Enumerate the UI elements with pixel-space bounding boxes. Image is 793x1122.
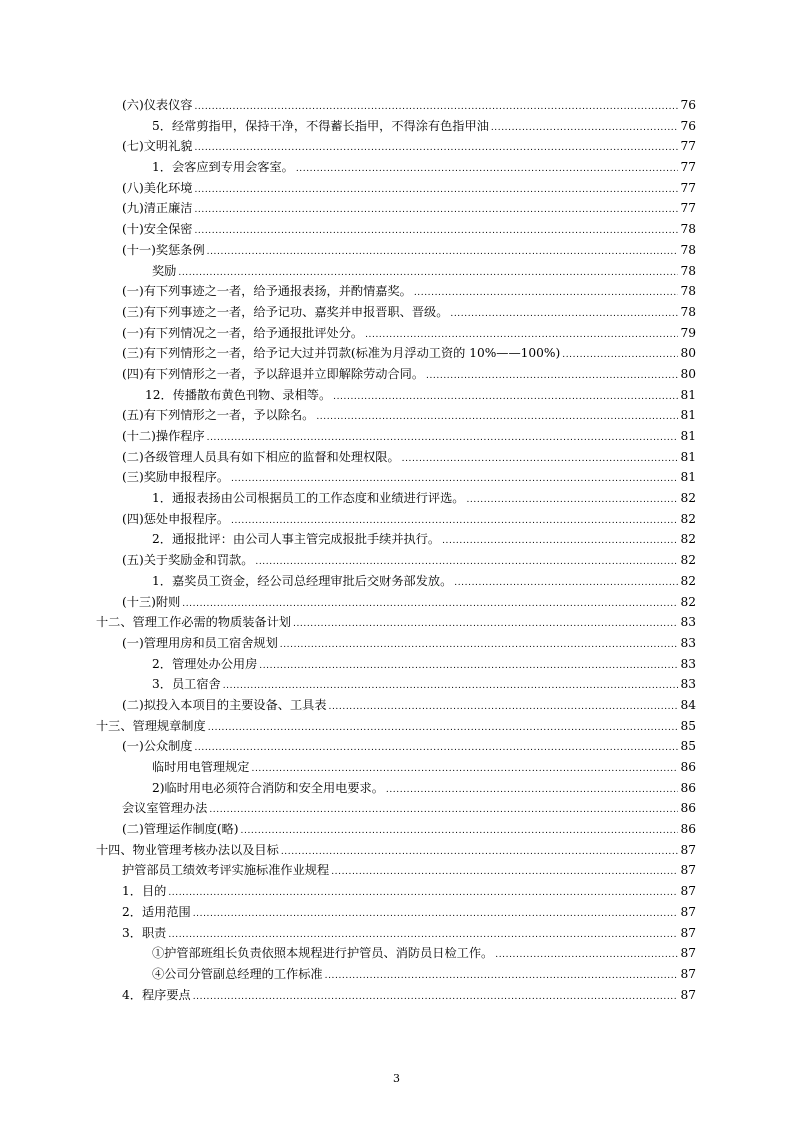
- toc-entry-page: 77: [680, 201, 696, 216]
- toc-leader-dots: [402, 449, 679, 470]
- toc-entry-page: 77: [680, 139, 696, 154]
- toc-entry-text: (二)各级管理人员具有如下相应的监督和处理权限。: [122, 449, 400, 464]
- toc-leader-dots: [562, 345, 678, 366]
- toc-leader-dots: [194, 180, 678, 201]
- toc-entry[interactable]: [0, 798, 793, 819]
- toc-entry-page: 78: [680, 242, 696, 257]
- page-number: 3: [393, 1072, 400, 1085]
- toc-entry-text: 2．通报批评：由公司人事主管完成报批手续并执行。: [152, 532, 441, 547]
- toc-entry[interactable]: [0, 695, 793, 716]
- toc-entry-text: (一)管理用房和员工宿舍规划: [122, 635, 278, 650]
- toc-entry-page: 87: [680, 904, 696, 919]
- toc-entry[interactable]: [0, 240, 793, 261]
- toc-entry-page: 83: [680, 635, 696, 650]
- toc-entry[interactable]: [0, 592, 793, 613]
- toc-entry[interactable]: [0, 447, 793, 468]
- toc-entry-text: 12．传播散布黄色刊物、录相等。: [145, 387, 332, 402]
- toc-entry[interactable]: [0, 343, 793, 364]
- toc-entry-page: 80: [680, 366, 696, 381]
- toc-entry-page: 81: [680, 449, 696, 464]
- toc-entry-page: 81: [680, 429, 696, 443]
- toc-entry[interactable]: [0, 509, 793, 530]
- toc-leader-dots: [194, 138, 678, 159]
- toc-leader-dots: [194, 221, 678, 242]
- toc-entry-text: (一)有下列情况之一者，给予通报批评处分。: [122, 325, 364, 340]
- toc-entry-page: 76: [680, 98, 696, 112]
- toc-entry[interactable]: [0, 261, 793, 282]
- toc-entry[interactable]: [0, 633, 793, 654]
- toc-entry-text: (十三)附则: [122, 594, 181, 609]
- toc-entry-page: 82: [680, 573, 696, 588]
- toc-entry-page: 81: [680, 470, 696, 485]
- toc-leader-dots: [466, 490, 678, 511]
- toc-entry-text: (九)清正廉洁: [122, 201, 193, 216]
- toc-entry-text: ④公司分管副总经理的工作标准: [152, 966, 323, 981]
- toc-entry-page: 82: [680, 553, 696, 568]
- toc-leader-dots: [255, 552, 678, 573]
- toc-entry[interactable]: [0, 860, 793, 881]
- toc-entry[interactable]: [0, 550, 793, 571]
- toc-leader-dots: [329, 697, 679, 718]
- toc-entry-text: (十一)奖惩条例: [122, 242, 205, 257]
- toc-entry-page: 87: [680, 863, 696, 878]
- toc-entry[interactable]: [0, 736, 793, 757]
- toc-entry[interactable]: [0, 923, 793, 944]
- toc-entry-text: 2．管理处办公用房: [152, 656, 258, 671]
- toc-entry[interactable]: [0, 364, 793, 385]
- toc-entry-text: (一)有下列事迹之一者，给予通报表扬，并酌情嘉奖。: [122, 284, 412, 299]
- toc-entry[interactable]: [0, 757, 793, 778]
- toc-entry[interactable]: [0, 902, 793, 923]
- toc-entry-text: (三)有下列事迹之一者，给予记功、嘉奖并申报晋职、晋级。: [122, 304, 449, 319]
- toc-entry-page: 78: [680, 304, 696, 319]
- toc-entry-text: 十二、管理工作必需的物质装备计划: [96, 615, 291, 630]
- toc-leader-dots: [209, 800, 678, 821]
- toc-entry-page: 83: [680, 656, 696, 671]
- toc-entry-page: 87: [680, 884, 696, 899]
- toc-leader-dots: [241, 821, 679, 842]
- toc-entry-page: 86: [680, 801, 696, 816]
- toc-entry-page: 78: [680, 263, 696, 278]
- toc-entry-text: (五)有下列情形之一者，予以除名。: [122, 408, 315, 423]
- toc-leader-dots: [231, 511, 678, 532]
- toc-entry-text: 4．程序要点: [122, 987, 191, 1002]
- toc-entry-text: ①护管部班组长负责依照本规程进行护管员、消防员日检工作。: [152, 946, 494, 961]
- toc-leader-dots: [168, 883, 678, 904]
- toc-entry-page: 87: [680, 946, 696, 961]
- toc-entry[interactable]: [0, 157, 793, 178]
- toc-entry-page: 82: [680, 491, 696, 506]
- toc-leader-dots: [194, 738, 678, 759]
- toc-leader-dots: [426, 366, 678, 387]
- toc-entry-text: 十三、管理规章制度: [96, 718, 206, 733]
- toc-entry[interactable]: [0, 467, 793, 488]
- toc-leader-dots: [331, 862, 678, 883]
- toc-entry-text: 1．嘉奖员工资金，经公司总经理审批后交财务部发放。: [152, 573, 453, 588]
- toc-entry[interactable]: [0, 95, 793, 116]
- toc-entry-page: 87: [680, 987, 696, 1002]
- toc-entry-text: (一)公众制度: [122, 739, 193, 754]
- toc-entry-text: 奖励: [152, 263, 177, 278]
- toc-entry-text: 会议室管理办法: [122, 801, 208, 816]
- toc-entry-text: (四)有下列情形之一者，予以辞退并立即解除劳动合同。: [122, 366, 425, 381]
- toc-leader-dots: [193, 904, 679, 925]
- toc-leader-dots: [252, 759, 679, 780]
- toc-entry[interactable]: [0, 529, 793, 550]
- toc-entry[interactable]: [0, 612, 793, 633]
- toc-entry-text: 2)临时用电必须符合消防和安全用电要求。: [152, 780, 384, 795]
- toc-entry-text: 3．员工宿舍: [152, 677, 221, 692]
- toc-entry-text: (六)仪表仪容: [122, 98, 193, 112]
- toc-entry-text: (七)文明礼貌: [122, 139, 193, 154]
- toc-leader-dots: [208, 718, 679, 739]
- toc-leader-dots: [491, 118, 679, 139]
- toc-leader-dots: [296, 159, 679, 180]
- toc-entry[interactable]: [0, 405, 793, 426]
- toc-leader-dots: [207, 428, 679, 449]
- toc-entry[interactable]: [0, 136, 793, 157]
- toc-leader-dots: [316, 407, 678, 428]
- toc-leader-dots: [223, 676, 679, 697]
- toc-leader-dots: [442, 531, 678, 552]
- toc-entry-page: 87: [680, 842, 696, 857]
- toc-entry-text: (四)惩处申报程序。: [122, 511, 230, 526]
- toc-entry[interactable]: [0, 488, 793, 509]
- toc-leader-dots: [280, 635, 679, 656]
- toc-entry-text: 1．通报表扬由公司根据员工的工作态度和业绩进行评选。: [152, 491, 465, 506]
- toc-leader-dots: [231, 469, 678, 490]
- toc-entry-text: (十)安全保密: [122, 222, 193, 237]
- toc-entry-text: (二)管理运作制度(略): [122, 822, 239, 837]
- toc-entry-page: 87: [680, 966, 696, 981]
- toc-entry[interactable]: [0, 964, 793, 985]
- toc-leader-dots: [454, 573, 678, 594]
- toc-entry-text: 护管部员工绩效考评实施标准作业规程: [122, 863, 330, 878]
- toc-entry-page: 83: [680, 615, 696, 630]
- toc-entry-text: (十二)操作程序: [122, 429, 205, 443]
- table-of-contents: [0, 95, 793, 1005]
- toc-entry-page: 86: [680, 822, 696, 837]
- toc-entry[interactable]: [0, 302, 793, 323]
- toc-entry[interactable]: [0, 198, 793, 219]
- toc-leader-dots: [281, 842, 679, 863]
- toc-entry-page: 86: [680, 780, 696, 795]
- toc-entry[interactable]: [0, 385, 793, 406]
- toc-entry-text: 十四、物业管理考核办法以及目标: [96, 842, 279, 857]
- toc-entry[interactable]: [0, 323, 793, 344]
- toc-entry-text: (三)有下列情形之一者，给予记大过并罚款(标准为月浮动工资的 10%——100%): [122, 346, 561, 361]
- toc-entry-page: 83: [680, 677, 696, 692]
- toc-leader-dots: [259, 656, 678, 677]
- toc-entry[interactable]: [0, 654, 793, 675]
- toc-entry-page: 85: [680, 718, 696, 733]
- toc-entry[interactable]: [0, 281, 793, 302]
- toc-entry-page: 81: [680, 387, 696, 402]
- toc-leader-dots: [333, 387, 678, 408]
- toc-entry[interactable]: [0, 881, 793, 902]
- toc-entry-page: 78: [680, 222, 696, 237]
- toc-entry[interactable]: [0, 571, 793, 592]
- toc-entry[interactable]: [0, 840, 793, 861]
- toc-leader-dots: [168, 925, 678, 946]
- toc-entry-text: (三)奖励申报程序。: [122, 470, 230, 485]
- toc-entry-page: 76: [680, 118, 696, 133]
- toc-entry-text: 临时用电管理规定: [152, 760, 250, 774]
- toc-entry-page: 80: [680, 346, 696, 361]
- toc-entry-page: 87: [680, 925, 696, 940]
- toc-entry-page: 82: [680, 532, 696, 547]
- toc-leader-dots: [194, 97, 678, 118]
- toc-entry[interactable]: [0, 985, 793, 1006]
- toc-entry-text: 2．适用范围: [122, 904, 191, 919]
- toc-leader-dots: [207, 242, 679, 263]
- toc-entry-page: 79: [680, 325, 696, 340]
- toc-leader-dots: [194, 200, 678, 221]
- toc-entry[interactable]: [0, 116, 793, 137]
- toc-entry-page: 85: [680, 739, 696, 754]
- toc-entry[interactable]: [0, 943, 793, 964]
- toc-leader-dots: [325, 966, 679, 987]
- toc-entry-text: 3．职责: [122, 925, 167, 940]
- toc-entry[interactable]: [0, 178, 793, 199]
- toc-entry-text: 1．会客应到专用会客室。: [152, 160, 294, 175]
- toc-entry-page: 82: [680, 511, 696, 526]
- toc-leader-dots: [386, 780, 679, 801]
- toc-entry-page: 77: [680, 160, 696, 175]
- toc-entry-page: 78: [680, 284, 696, 299]
- toc-entry-text: 1．目的: [122, 884, 167, 899]
- toc-leader-dots: [414, 283, 679, 304]
- toc-leader-dots: [182, 594, 678, 615]
- toc-entry-text: (五)关于奖励金和罚款。: [122, 553, 254, 568]
- toc-entry-page: 82: [680, 594, 696, 609]
- toc-leader-dots: [495, 945, 678, 966]
- toc-entry[interactable]: [0, 426, 793, 447]
- toc-entry-page: 84: [680, 697, 696, 712]
- toc-leader-dots: [365, 325, 678, 346]
- toc-entry[interactable]: [0, 819, 793, 840]
- toc-entry[interactable]: [0, 219, 793, 240]
- toc-leader-dots: [178, 263, 678, 284]
- toc-leader-dots: [293, 614, 678, 635]
- toc-entry-page: 81: [680, 408, 696, 423]
- toc-entry-text: (八)美化环境: [122, 180, 193, 195]
- toc-entry-page: 77: [680, 180, 696, 195]
- toc-entry-text: 5．经常剪指甲，保持干净，不得蓄长指甲，不得涂有色指甲油: [152, 118, 489, 133]
- toc-leader-dots: [193, 987, 679, 1008]
- toc-entry-page: 86: [680, 760, 696, 774]
- toc-entry[interactable]: [0, 778, 793, 799]
- toc-entry[interactable]: [0, 674, 793, 695]
- toc-leader-dots: [450, 304, 678, 325]
- toc-entry-text: (二)拟投入本项目的主要设备、工具表: [122, 697, 327, 712]
- toc-entry[interactable]: [0, 716, 793, 737]
